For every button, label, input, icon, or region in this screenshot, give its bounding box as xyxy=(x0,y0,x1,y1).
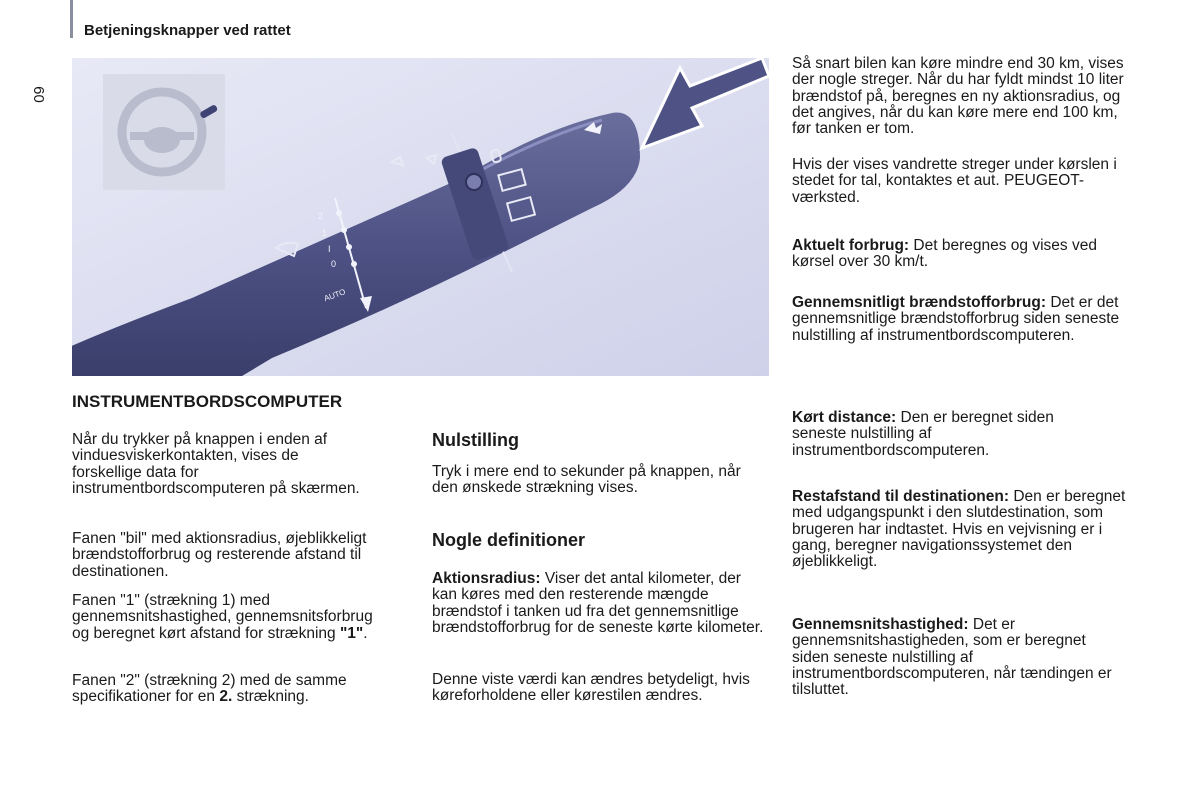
steering-wheel-thumbnail xyxy=(103,74,225,190)
reset-heading: Nulstilling xyxy=(432,430,519,450)
scale-label-i: I xyxy=(328,244,331,254)
page-number: 60 xyxy=(29,86,47,103)
current-consumption-definition: Aktuelt forbrug: Det beregnes og vises ved kørsel over 30 km/t. xyxy=(792,237,1097,271)
range-low-paragraph: Så snart bilen kan køre mindre end 30 km, vises der nogle streger. Når du har fyldt mindst 10 liter brændstof på, beregnes en ny aktionsradius, og det angives, når du kan køre mere end 100 km, før tanken er tom. xyxy=(792,55,1124,138)
intro-paragraph: Når du trykker på knappen i enden af vinduesviskerkontakten, vises de forskellige data for instrumentbordscomputeren på skærmen. xyxy=(72,431,360,497)
average-speed-definition: Gennemsnitshastighed: Det er gennemsnitshastigheden, som er beregnet siden seneste nulstilling af instrumentbordscomputeren, når tændingen er tilsluttet. xyxy=(792,616,1112,699)
distance-definition: Kørt distance: Den er beregnet siden seneste nulstilling af instrumentbordscomputeren. xyxy=(792,409,1054,459)
scale-label-0: 0 xyxy=(331,259,337,269)
page-side-marker xyxy=(70,0,73,38)
average-consumption-definition: Gennemsnitligt brændstofforbrug: Det er det gennemsnitlige brændstofforbrug siden seneste nulstilling af instrumentbordscomputeren. xyxy=(792,294,1120,344)
section-title: Betjeningsknapper ved rattet xyxy=(84,22,291,39)
tab-trip1-paragraph: Fanen "1" (strækning 1) med gennemsnitshastighed, gennemsnitsforbrug og beregnet kørt afstand for strækning "1". xyxy=(72,592,373,642)
scale-label-auto: AUTO xyxy=(322,287,347,304)
definitions-heading: Nogle definitioner xyxy=(432,530,585,550)
tab-car-paragraph: Fanen "bil" med aktionsradius, øjeblikkeligt brændstofforbrug og resterende afstand til destinationen. xyxy=(72,530,367,580)
range-note: Denne viste værdi kan ændres betydeligt, hvis køreforholdene eller kørestilen ændres. xyxy=(432,671,750,705)
range-definition: Aktionsradius: Viser det antal kilometer, der kan køres med den resterende mængde brændstof i tanken ud fra det gennemsnitlige brændstofforbrug for de seneste kørte kilometer. xyxy=(432,570,764,636)
reset-paragraph: Tryk i mere end to sekunder på knappen, når den ønskede strækning vises. xyxy=(432,463,741,497)
remaining-distance-definition: Restafstand til destinationen: Den er beregnet med udgangspunkt i den slutdestination, som brugeren har indtastet. Hvis en vejvisning er i gang, beregner navigationssystemet den øjeblikkeligt. xyxy=(792,488,1126,571)
main-heading: INSTRUMENTBORDSCOMPUTER xyxy=(72,392,343,411)
tab-trip2-paragraph: Fanen "2" (strækning 2) med de samme specifikationer for en 2. strækning. xyxy=(72,672,347,706)
wiper-stalk-illustration xyxy=(72,58,769,376)
dashes-paragraph: Hvis der vises vandrette streger under kørslen i stedet for tal, kontaktes et aut. PEUGEOT-værksted. xyxy=(792,156,1117,206)
scale-label-1: 1 xyxy=(322,228,328,238)
scale-label-2: 2 xyxy=(318,211,324,221)
